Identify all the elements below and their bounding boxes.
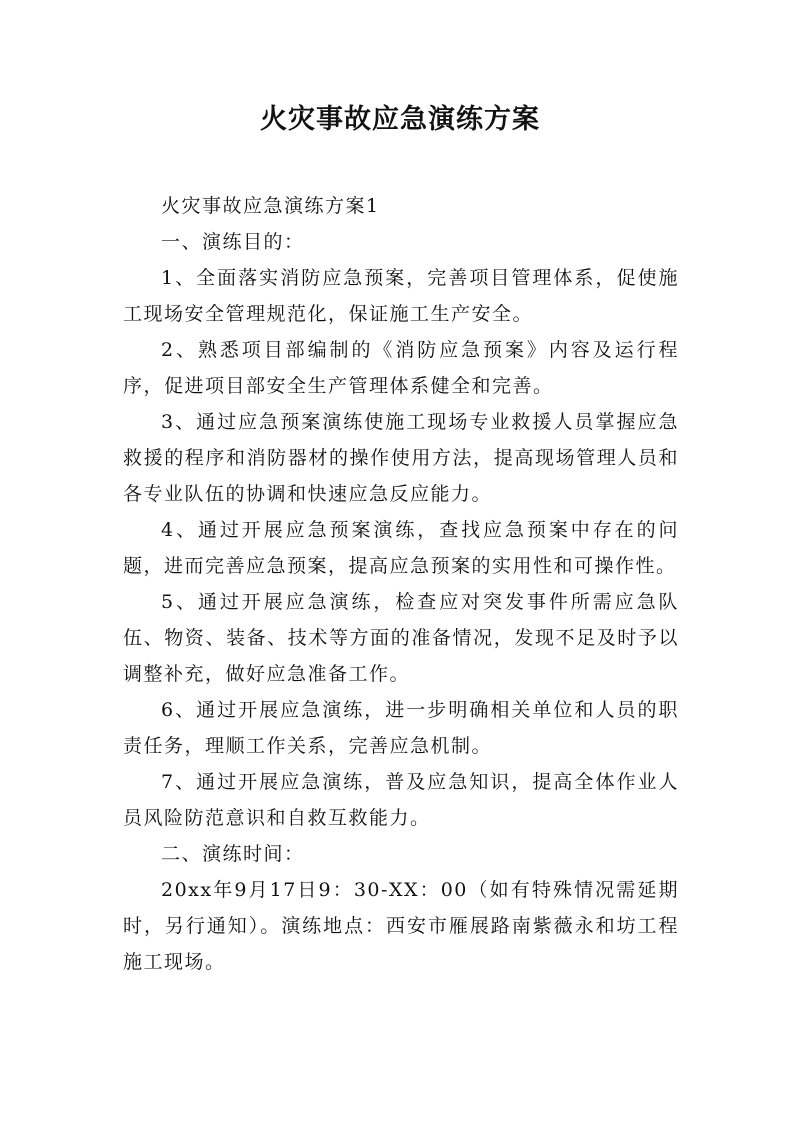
purpose-item-2: 2、熟悉项目部编制的《消防应急预案》内容及运行程序，促进项目部安全生产管理体系健全和完善。 — [123, 339, 679, 397]
purpose-item-7: 7、通过开展应急演练，普及应急知识，提高全体作业人员风险防范意识和自救互救能力。 — [123, 771, 679, 829]
purpose-item-3: 3、通过应急预案演练使施工现场专业救援人员掌握应急救援的程序和消防器材的操作使用方法，提高现场管理人员和各专业队伍的协调和快速应急反应能力。 — [123, 411, 679, 505]
document-body — [123, 188, 679, 980]
purpose-item-1: 1、全面落实消防应急预案，完善项目管理体系，促使施工现场安全管理规范化，保证施工生产安全。 — [123, 267, 679, 325]
document-title: 火灾事故应急演练方案 — [260, 104, 540, 135]
section-heading-time: 二、演练时间： — [161, 843, 305, 865]
section-heading-purpose: 一、演练目的： — [161, 231, 305, 253]
time-location-paragraph: 20xx年9月17日9：30-XX：00（如有特殊情况需延期时，另行通知）。演练地点：西安市雁展路南紫薇永和坊工程施工现场。 — [123, 879, 679, 973]
purpose-item-6: 6、通过开展应急演练，进一步明确相关单位和人员的职责任务，理顺工作关系，完善应急机制。 — [123, 699, 679, 757]
purpose-item-5: 5、通过开展应急演练，检查应对突发事件所需应急队伍、物资、装备、技术等方面的准备情况，发现不足及时予以调整补充，做好应急准备工作。 — [123, 591, 679, 685]
purpose-item-4: 4、通过开展应急预案演练，查找应急预案中存在的问题，进而完善应急预案，提高应急预案的实用性和可操作性。 — [123, 519, 679, 577]
section-heading-plan: 火灾事故应急演练方案1 — [161, 195, 380, 217]
